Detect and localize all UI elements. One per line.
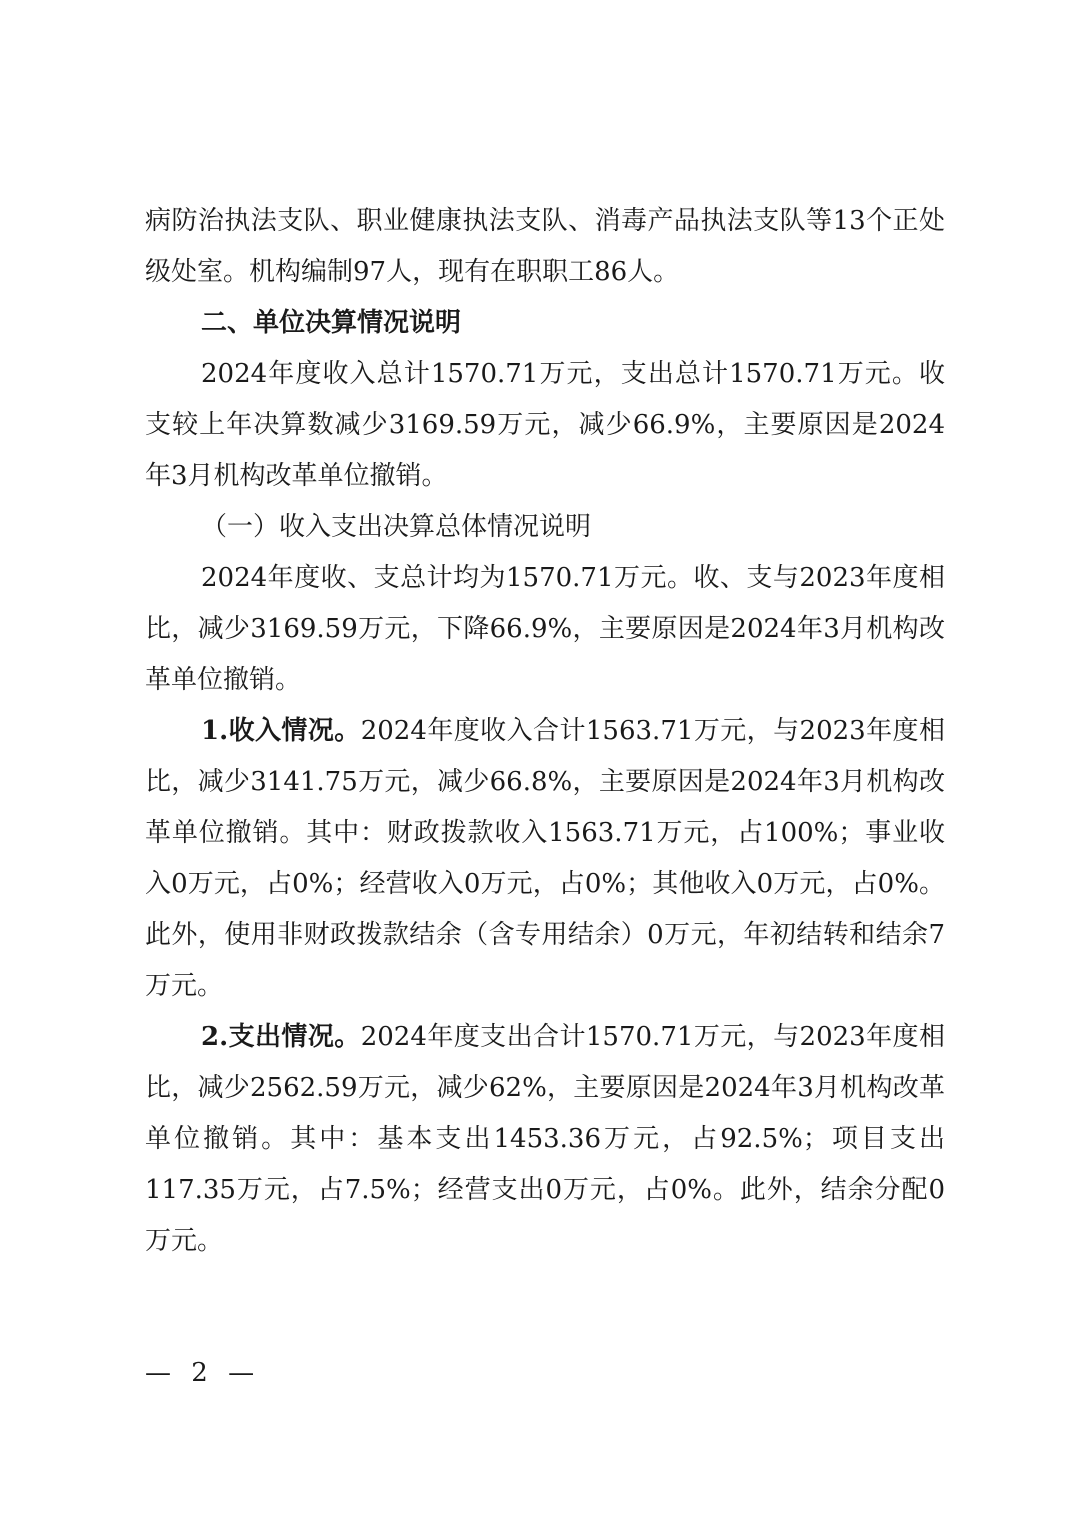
subsection-heading: （一）收入支出决算总体情况说明	[201, 512, 592, 542]
income-text: 2024年度收入合计1563.71万元，与2023年度相比，减少3141.75万元，减少66.8%，主要原因是2024年3月机构改革单位撤销。其中：财政拨款收入1563.71万元，占100%；事业收入0万元，占0%；经营收入0万元，占0%；其他收入0万元，占0%。此外，使用非财政拨款结余（含专用结余）0万元，年初结转和结余7万元。	[145, 716, 945, 1001]
expenditure-text: 2024年度支出合计1570.71万元，与2023年度相比，减少2562.59万元，减少62%，主要原因是2024年3月机构改革单位撤销。其中：基本支出1453.36万元，占92.5%；项目支出117.35万元，占7.5%；经营支出0万元，占0%。此外，结余分配0万元。	[145, 1022, 945, 1256]
page-number: — 2 —	[145, 1358, 261, 1388]
document-body	[145, 196, 945, 1267]
section-heading: 二、单位决算情况说明	[201, 308, 462, 338]
continuation-paragraph: 病防治执法支队、职业健康执法支队、消毒产品执法支队等13个正处级处室。机构编制97人，现有在职职工86人。	[145, 206, 945, 287]
expenditure-lead: 2.支出情况。	[201, 1022, 361, 1052]
income-paragraph	[145, 706, 945, 1012]
income-lead: 1.收入情况。	[201, 716, 361, 746]
overall-paragraph: 2024年度收、支总计均为1570.71万元。收、支与2023年度相比，减少3169.59万元，下降66.9%，主要原因是2024年3月机构改革单位撤销。	[145, 563, 945, 695]
summary-paragraph: 2024年度收入总计1570.71万元，支出总计1570.71万元。收支较上年决算数减少3169.59万元，减少66.9%，主要原因是2024年3月机构改革单位撤销。	[145, 359, 945, 491]
expenditure-paragraph	[145, 1012, 945, 1267]
